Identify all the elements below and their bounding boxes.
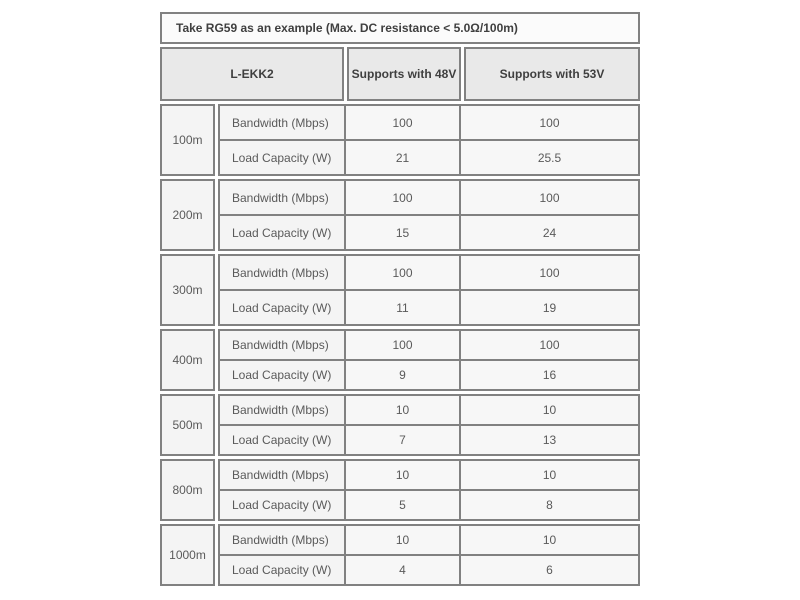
distance-cell: 1000m — [160, 524, 215, 586]
row-label-load: Load Capacity (W) — [220, 426, 344, 454]
distance-cell: 800m — [160, 459, 215, 521]
column-header-48v: Supports with 48V — [347, 47, 461, 101]
distance-cell: 100m — [160, 104, 215, 176]
distance-cell: 400m — [160, 329, 215, 391]
bandwidth-48v-value: 100 — [346, 331, 459, 359]
bandwidth-53v-value: 10 — [461, 396, 638, 424]
row-label-bandwidth: Bandwidth (Mbps) — [220, 526, 344, 554]
load-48v-value: 21 — [346, 141, 459, 174]
load-48v-value: 5 — [346, 491, 459, 519]
group-grid — [218, 394, 640, 456]
row-label-bandwidth: Bandwidth (Mbps) — [220, 181, 344, 214]
load-48v-value: 7 — [346, 426, 459, 454]
load-53v-value: 25.5 — [461, 141, 638, 174]
bandwidth-53v-value: 100 — [461, 181, 638, 214]
bandwidth-48v-value: 100 — [346, 256, 459, 289]
bandwidth-48v-value: 10 — [346, 396, 459, 424]
row-label-bandwidth: Bandwidth (Mbps) — [220, 396, 344, 424]
load-53v-value: 6 — [461, 556, 638, 584]
group-grid — [218, 104, 640, 176]
group-grid — [218, 459, 640, 521]
distance-group — [160, 104, 640, 176]
row-label-load: Load Capacity (W) — [220, 216, 344, 249]
load-53v-value: 13 — [461, 426, 638, 454]
row-label-bandwidth: Bandwidth (Mbps) — [220, 106, 344, 139]
load-53v-value: 16 — [461, 361, 638, 389]
load-48v-value: 4 — [346, 556, 459, 584]
row-label-load: Load Capacity (W) — [220, 556, 344, 584]
distance-cell: 200m — [160, 179, 215, 251]
load-53v-value: 24 — [461, 216, 638, 249]
distance-group — [160, 524, 640, 586]
load-48v-value: 9 — [346, 361, 459, 389]
distance-cell: 500m — [160, 394, 215, 456]
spec-table — [160, 12, 640, 586]
table-title: Take RG59 as an example (Max. DC resistance < 5.0Ω/100m) — [160, 12, 640, 44]
distance-cell: 300m — [160, 254, 215, 326]
bandwidth-48v-value: 10 — [346, 526, 459, 554]
distance-group — [160, 394, 640, 456]
load-53v-value: 8 — [461, 491, 638, 519]
load-53v-value: 19 — [461, 291, 638, 324]
group-grid — [218, 179, 640, 251]
header-row — [160, 47, 640, 101]
bandwidth-48v-value: 100 — [346, 106, 459, 139]
bandwidth-53v-value: 10 — [461, 526, 638, 554]
group-grid — [218, 329, 640, 391]
distance-group — [160, 329, 640, 391]
load-48v-value: 11 — [346, 291, 459, 324]
bandwidth-48v-value: 100 — [346, 181, 459, 214]
distance-group — [160, 179, 640, 251]
distance-group — [160, 459, 640, 521]
column-header-53v: Supports with 53V — [464, 47, 640, 101]
row-label-load: Load Capacity (W) — [220, 491, 344, 519]
group-grid — [218, 254, 640, 326]
group-grid — [218, 524, 640, 586]
bandwidth-53v-value: 10 — [461, 461, 638, 489]
bandwidth-53v-value: 100 — [461, 331, 638, 359]
bandwidth-48v-value: 10 — [346, 461, 459, 489]
row-label-bandwidth: Bandwidth (Mbps) — [220, 461, 344, 489]
row-label-load: Load Capacity (W) — [220, 361, 344, 389]
column-header-model: L-EKK2 — [160, 47, 344, 101]
row-label-bandwidth: Bandwidth (Mbps) — [220, 256, 344, 289]
distance-group — [160, 254, 640, 326]
load-48v-value: 15 — [346, 216, 459, 249]
bandwidth-53v-value: 100 — [461, 256, 638, 289]
row-label-load: Load Capacity (W) — [220, 291, 344, 324]
row-label-bandwidth: Bandwidth (Mbps) — [220, 331, 344, 359]
bandwidth-53v-value: 100 — [461, 106, 638, 139]
row-label-load: Load Capacity (W) — [220, 141, 344, 174]
